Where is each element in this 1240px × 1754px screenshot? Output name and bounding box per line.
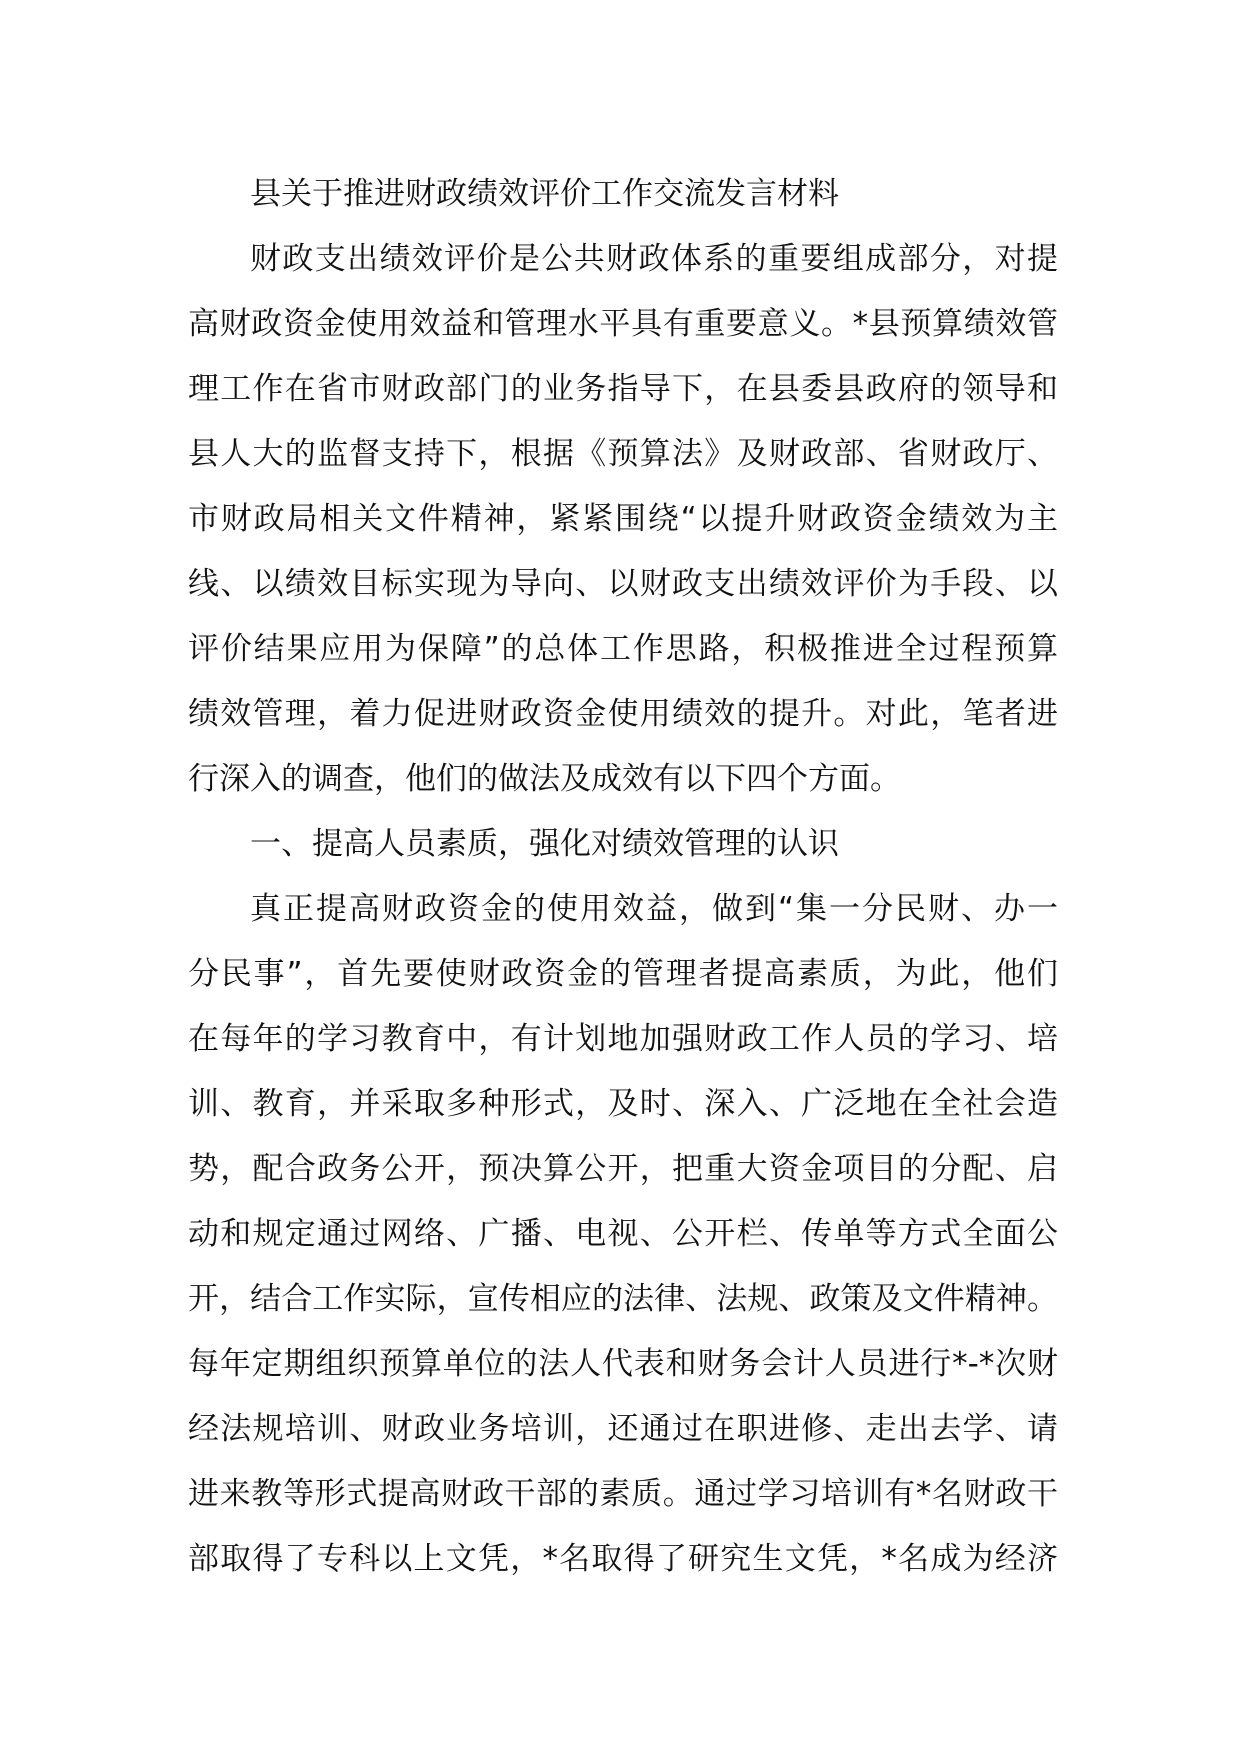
paragraph-line: 评价结果应用为保障”的总体工作思路，积极推进全过程预算 bbox=[188, 631, 1058, 667]
paragraph-line: 高财政资金使用效益和管理水平具有重要意义。*县预算绩效管 bbox=[188, 306, 1058, 342]
paragraph-line: 动和规定通过网络、广播、电视、公开栏、传单等方式全面公 bbox=[188, 1216, 1058, 1252]
paragraph-line: 在每年的学习教育中，有计划地加强财政工作人员的学习、培 bbox=[188, 1021, 1058, 1057]
paragraph-line: 开，结合工作实际，宣传相应的法律、法规、政策及文件精神。 bbox=[188, 1281, 1058, 1317]
paragraph-line: 训、教育，并采取多种形式，及时、深入、广泛地在全社会造 bbox=[188, 1086, 1058, 1122]
paragraph-line: 市财政局相关文件精神，紧紧围绕“以提升财政资金绩效为主 bbox=[188, 501, 1058, 537]
document-body bbox=[188, 162, 1058, 1592]
paragraph-line: 绩效管理，着力促进财政资金使用绩效的提升。对此，笔者进 bbox=[188, 696, 1058, 732]
paragraph-line: 势，配合政务公开，预决算公开，把重大资金项目的分配、启 bbox=[188, 1151, 1058, 1187]
paragraph-line: 理工作在省市财政部门的业务指导下，在县委县政府的领导和 bbox=[188, 371, 1058, 407]
document-title: 县关于推进财政绩效评价工作交流发言材料 bbox=[250, 176, 839, 212]
paragraph-line: 每年定期组织预算单位的法人代表和财务会计人员进行*-*次财 bbox=[188, 1346, 1058, 1382]
paragraph-line: 线、以绩效目标实现为导向、以财政支出绩效评价为手段、以 bbox=[188, 566, 1058, 602]
paragraph-line: 部取得了专科以上文凭，*名取得了研究生文凭，*名成为经济 bbox=[188, 1541, 1058, 1577]
section-heading: 一、提高人员素质，强化对绩效管理的认识 bbox=[250, 826, 839, 862]
paragraph-2 bbox=[188, 877, 1058, 1592]
paragraph-line: 行深入的调查，他们的做法及成效有以下四个方面。 bbox=[188, 761, 901, 797]
paragraph-line: 财政支出绩效评价是公共财政体系的重要组成部分，对提 bbox=[250, 241, 1058, 277]
paragraph-1 bbox=[188, 227, 1058, 812]
paragraph-line: 县人大的监督支持下，根据《预算法》及财政部、省财政厅、 bbox=[188, 436, 1058, 472]
paragraph-line: 真正提高财政资金的使用效益，做到“集一分民财、办一 bbox=[250, 891, 1058, 927]
paragraph-line: 经法规培训、财政业务培训，还通过在职进修、走出去学、请 bbox=[188, 1411, 1058, 1447]
paragraph-line: 进来教等形式提高财政干部的素质。通过学习培训有*名财政干 bbox=[188, 1476, 1058, 1512]
paragraph-line: 分民事”，首先要使财政资金的管理者提高素质，为此，他们 bbox=[188, 956, 1058, 992]
